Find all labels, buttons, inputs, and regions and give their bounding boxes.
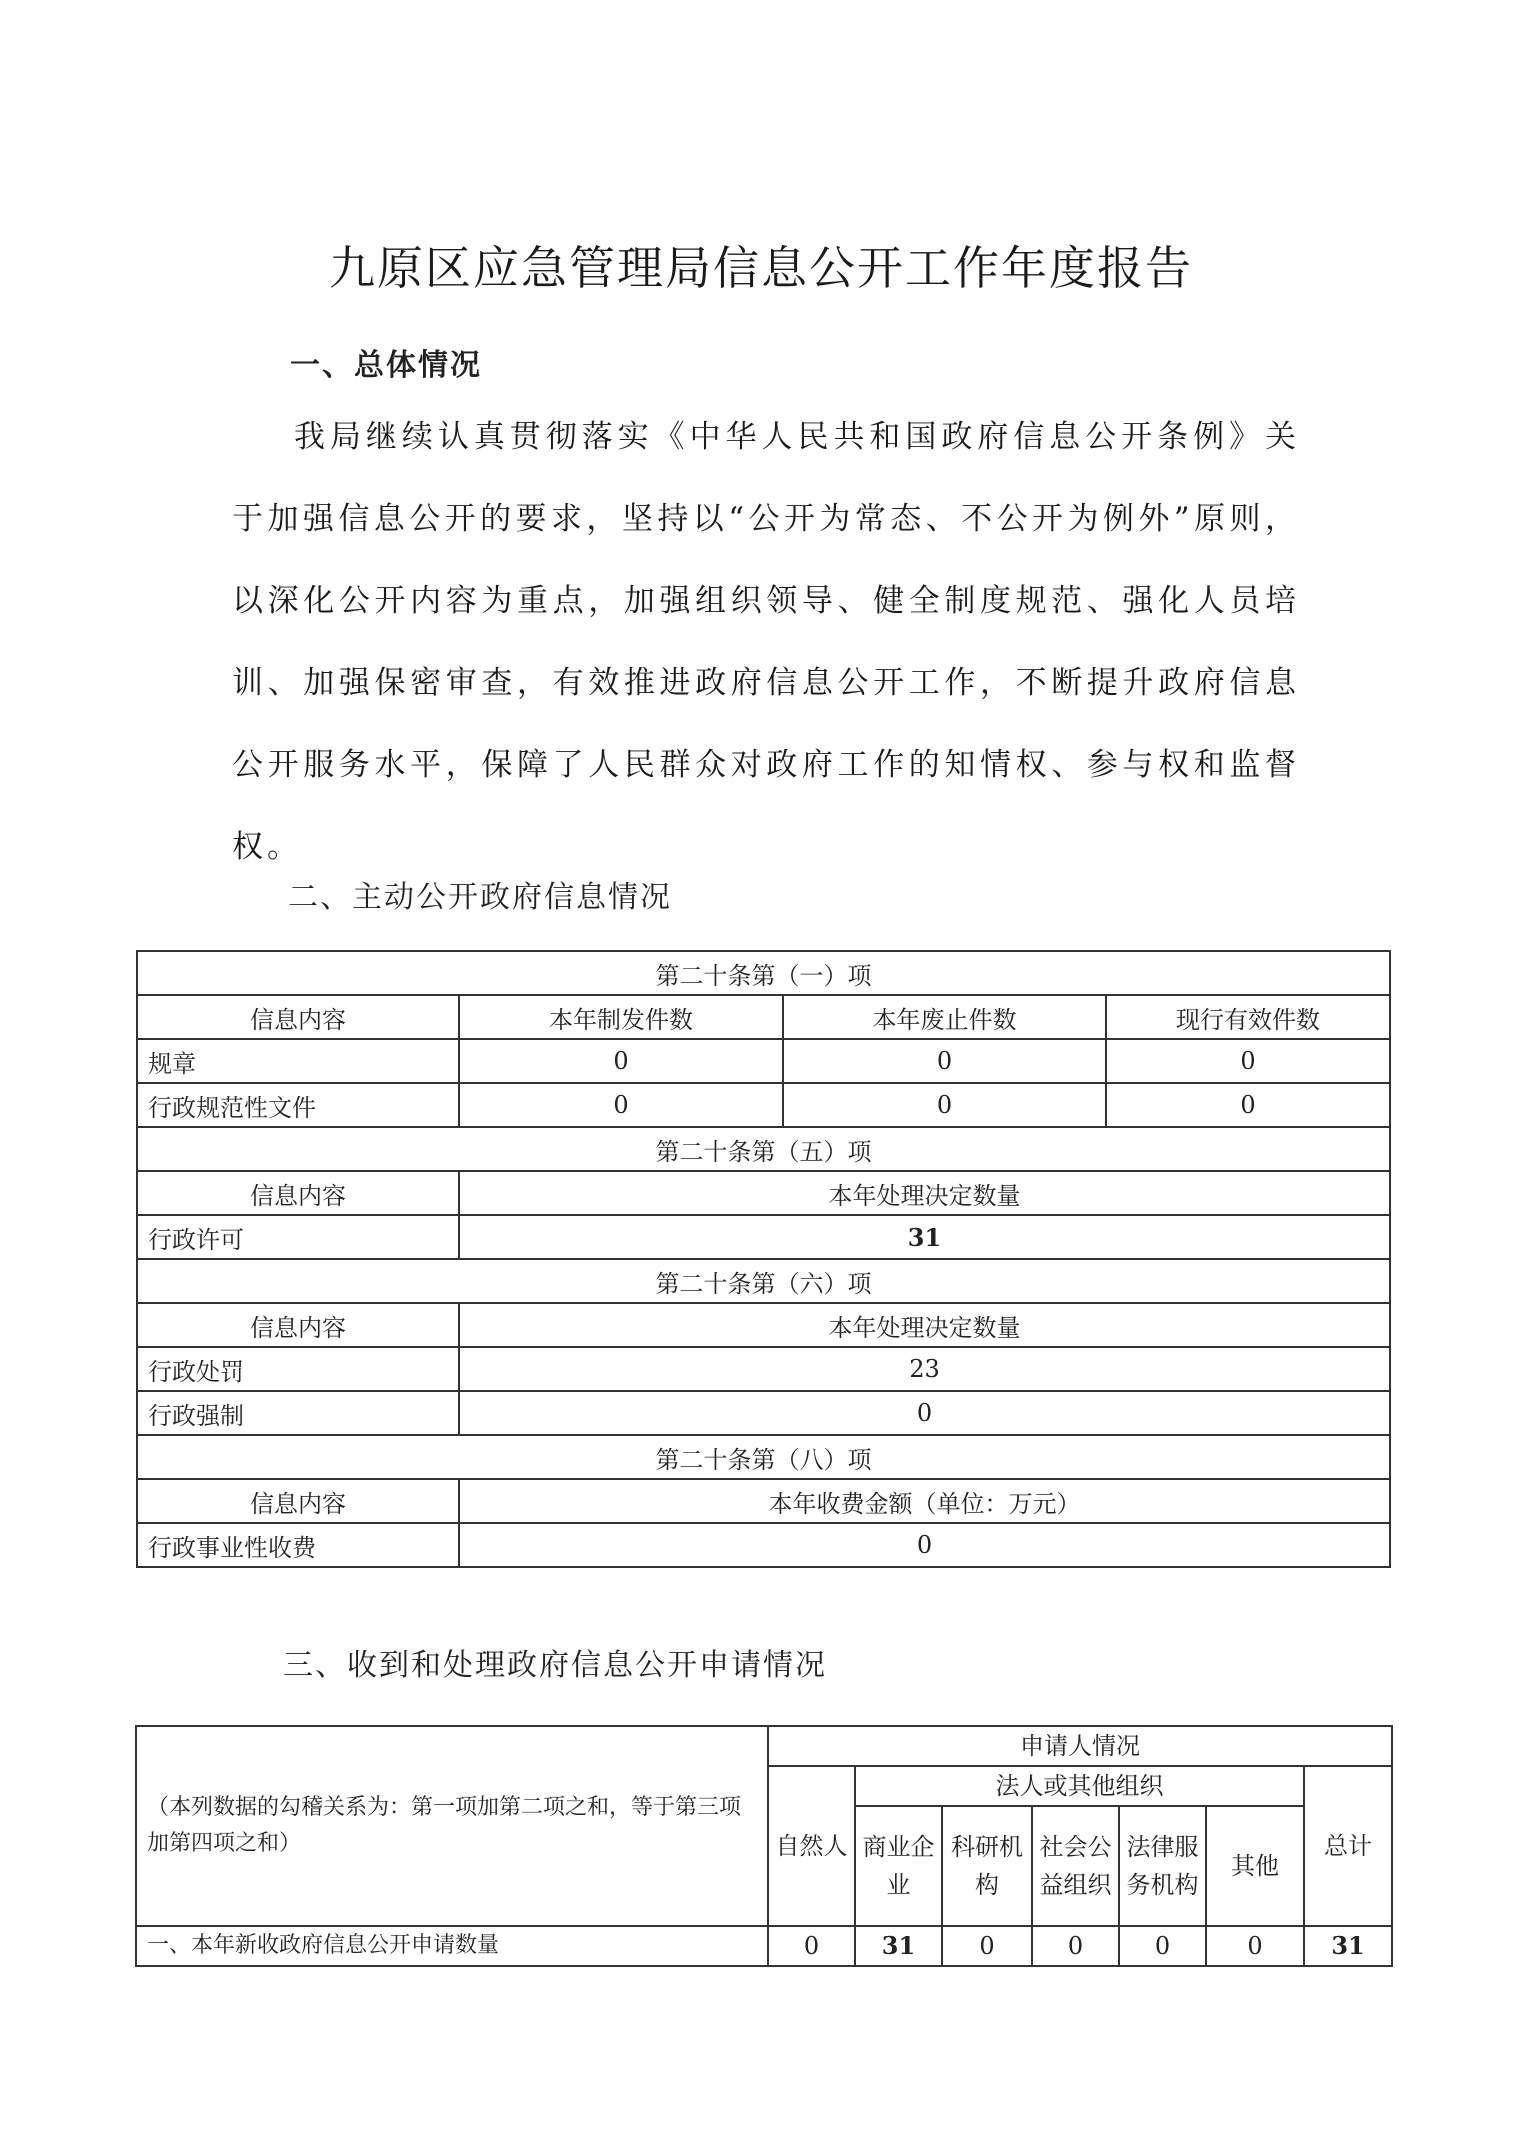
column-header: 本年制发件数	[459, 995, 783, 1039]
natural-person-header: 自然人	[768, 1766, 855, 1926]
table-row	[137, 1523, 1390, 1567]
table-row	[137, 1039, 1390, 1083]
table-cell: 0	[1119, 1926, 1206, 1966]
table-row	[137, 1259, 1390, 1303]
table-row	[137, 1127, 1390, 1171]
row-label: 一、本年新收政府信息公开申请数量	[136, 1926, 768, 1966]
proactive-disclosure-table	[136, 950, 1391, 1568]
table-row	[137, 1215, 1390, 1259]
table-cell: 23	[459, 1347, 1390, 1391]
table-cell: 0	[459, 1391, 1390, 1435]
column-header: 本年处理决定数量	[459, 1303, 1390, 1347]
table-cell: 0	[1032, 1926, 1119, 1966]
table-row	[137, 1391, 1390, 1435]
table-cell: 0	[459, 1039, 783, 1083]
table-row	[136, 1726, 1392, 1766]
article-header: 第二十条第（六）项	[137, 1259, 1390, 1303]
applicant-header: 申请人情况	[768, 1726, 1392, 1766]
table-cell: 31	[1304, 1926, 1392, 1966]
table-row	[137, 1435, 1390, 1479]
legal-col-header: 其他	[1206, 1806, 1304, 1926]
column-header: 本年处理决定数量	[459, 1171, 1390, 1215]
table-row	[137, 1303, 1390, 1347]
column-header: 本年废止件数	[783, 995, 1106, 1039]
row-label: 行政规范性文件	[137, 1083, 459, 1127]
article-header: 第二十条第（五）项	[137, 1127, 1390, 1171]
table-row	[137, 995, 1390, 1039]
table-row	[137, 1347, 1390, 1391]
column-header: 信息内容	[137, 1479, 459, 1523]
table-cell: 0	[1106, 1083, 1390, 1127]
table-row	[137, 1479, 1390, 1523]
row-label: 行政许可	[137, 1215, 459, 1259]
total-header: 总计	[1304, 1766, 1392, 1926]
table-row	[136, 1926, 1392, 1966]
table-cell: 0	[783, 1083, 1106, 1127]
table-cell: 0	[1106, 1039, 1390, 1083]
section-heading-proactive-disclosure: 二、主动公开政府信息情况	[288, 880, 672, 915]
table-cell: 0	[942, 1926, 1032, 1966]
legal-col-header: 法律服务机构	[1119, 1806, 1206, 1926]
table-row	[137, 1083, 1390, 1127]
overview-paragraph: 我局继续认真贯彻落实《中华人民共和国政府信息公开条例》关于加强信息公开的要求，坚持以“公开为常态、不公开为例外”原则，以深化公开内容为重点，加强组织领导、健全制度规范、强化人员培训、加强保密审查，有效推进政府信息公开工作，不断提升政府信息公开服务水平，保障了人民群众对政府工作的知情权、参与权和监督权。	[232, 419, 1300, 865]
table-cell: 0	[768, 1926, 855, 1966]
column-header: 信息内容	[137, 995, 459, 1039]
table-cell: 0	[459, 1523, 1390, 1567]
row-label: 行政事业性收费	[137, 1523, 459, 1567]
section-heading-overview: 一、总体情况	[290, 348, 482, 383]
row-label: 规章	[137, 1039, 459, 1083]
table-cell: 31	[855, 1926, 942, 1966]
legal-col-header: 社会公益组织	[1032, 1806, 1119, 1926]
legal-entity-header: 法人或其他组织	[855, 1766, 1304, 1806]
table-row	[137, 1171, 1390, 1215]
article-header: 第二十条第（一）项	[137, 951, 1390, 995]
table-row	[137, 951, 1390, 995]
column-header: 信息内容	[137, 1303, 459, 1347]
applications-table	[135, 1725, 1393, 1967]
table-cell: 0	[1206, 1926, 1304, 1966]
reconciliation-note: （本列数据的勾稽关系为：第一项加第二项之和，等于第三项加第四项之和）	[136, 1726, 768, 1926]
column-header: 信息内容	[137, 1171, 459, 1215]
document-title: 九原区应急管理局信息公开工作年度报告	[329, 241, 1193, 295]
article-header: 第二十条第（八）项	[137, 1435, 1390, 1479]
table-cell: 0	[459, 1083, 783, 1127]
legal-col-header: 科研机构	[942, 1806, 1032, 1926]
row-label: 行政强制	[137, 1391, 459, 1435]
legal-col-header: 商业企业	[855, 1806, 942, 1926]
table-cell: 31	[459, 1215, 1390, 1259]
table-cell: 0	[783, 1039, 1106, 1083]
column-header: 现行有效件数	[1106, 995, 1390, 1039]
column-header: 本年收费金额（单位：万元）	[459, 1479, 1390, 1523]
section-heading-applications: 三、收到和处理政府信息公开申请情况	[283, 1648, 827, 1683]
row-label: 行政处罚	[137, 1347, 459, 1391]
